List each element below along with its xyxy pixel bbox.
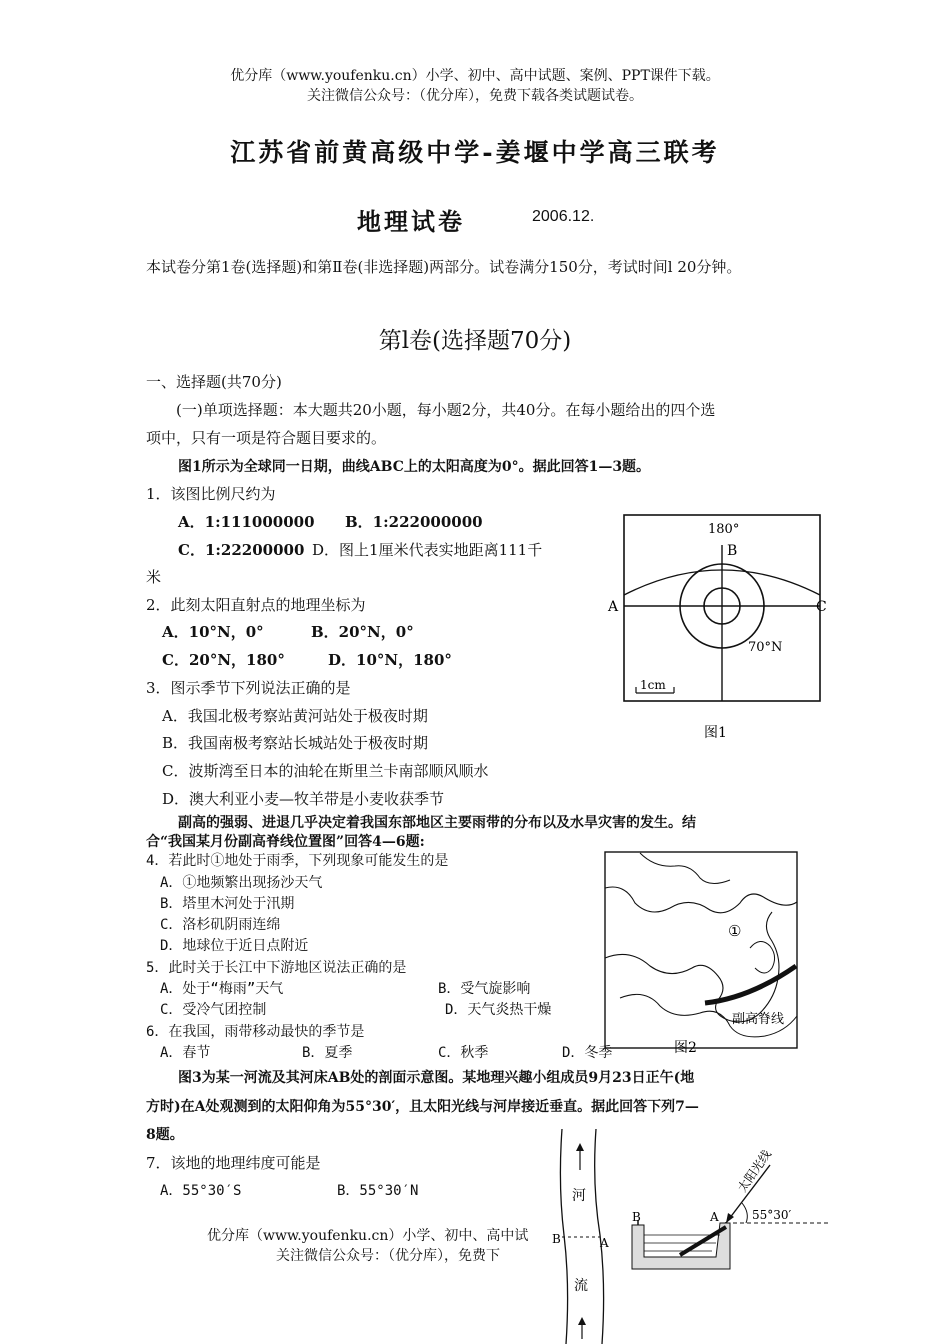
q5-option-c: C．受冷气团控制 [160, 1002, 267, 1018]
q1-stem: 1．该图比例尺约为 [146, 485, 276, 503]
q4-option-b: B．塔里木河处于汛期 [160, 896, 295, 912]
section-instruction-2: 项中，只有一项是符合题目要求的。 [146, 429, 387, 447]
q3-option-c: C．波斯湾至日本的油轮在斯里兰卡南部顺风顺水 [162, 762, 489, 780]
q1-option-d-continued: 米 [146, 568, 162, 586]
q2-option-a: A．10°N，0° [162, 623, 264, 641]
fig3-plan-a-label: A [600, 1236, 609, 1250]
q2-option-d: D．10°N，180° [328, 651, 452, 669]
q3-stem: 3．图示季节下列说法正确的是 [146, 679, 351, 697]
fig3-intro-2: 方时)在A处观测到的太阳仰角为55°30′，且太阳光线与河岸接近垂直。据此回答下列7— [146, 1099, 699, 1115]
fig2-ridge-label: 副高脊线 [732, 1012, 785, 1027]
fig1-caption: 图1 [704, 725, 727, 741]
fig3-intro-1: 图3为某一河流及其河床AB处的剖面示意图。某地理兴趣小组成员9月23日正午(地 [178, 1070, 695, 1086]
fig3-intro-3: 8题。 [146, 1127, 184, 1143]
figure-2 [600, 848, 805, 1060]
fig1-label-b: B [727, 543, 738, 559]
q4-stem: 4．若此时①地处于雨季，下列现象可能发生的是 [146, 853, 449, 869]
fig3-sunlight-label: 太阳光线 [734, 1147, 774, 1195]
header-line-2: 关注微信公众号：（优分库），免费下载各类试题试卷。 [307, 88, 643, 104]
fig2-intro-2: 合“我国某月份副高脊线位置图”回答4—6题: [146, 834, 425, 850]
section-heading: 一、选择题(共70分) [146, 373, 282, 391]
footer-line-1: 优分库（www.youfenku.cn）小学、初中、高中试 [207, 1228, 529, 1244]
fig3-river-bottom-label: 流 [574, 1278, 588, 1294]
q6-option-c: C．秋季 [438, 1045, 489, 1061]
q2-stem: 2．此刻太阳直射点的地理坐标为 [146, 596, 366, 614]
fig2-intro-1: 副高的强弱、进退几乎决定着我国东部地区主要雨带的分布以及水旱灾害的发生。结 [178, 815, 696, 831]
fig1-label-180: 180° [708, 522, 740, 537]
fig3-angle-label: 55°30′ [752, 1208, 792, 1222]
q4-option-a: A．①地频繁出现扬沙天气 [160, 875, 323, 891]
q6-stem: 6．在我国，雨带移动最快的季节是 [146, 1024, 365, 1040]
q5-option-b: B．受气旋影响 [438, 981, 531, 997]
fig2-marker-1: ① [728, 922, 742, 940]
q4-option-c: C．洛杉矶阴雨连绵 [160, 917, 281, 933]
q1-option-c: C．1:22200000 [178, 541, 305, 559]
q3-option-b: B．我国南极考察站长城站处于极夜时期 [162, 734, 429, 752]
fig1-intro: 图1所示为全球同一日期，曲线ABC上的太阳高度为0°。据此回答1—3题。 [178, 459, 651, 475]
q6-option-d: D．冬季 [562, 1045, 613, 1061]
q1-option-b: B．1:222000000 [345, 513, 483, 531]
q6-option-b: B．夏季 [302, 1045, 353, 1061]
q5-stem: 5．此时关于长江中下游地区说法正确的是 [146, 960, 407, 976]
exam-intro: 本试卷分第1卷(选择题)和第Ⅱ卷(非选择题)两部分。试卷满分150分，考试时间l 20分钟。 [146, 258, 742, 276]
q2-option-b: B．20°N，0° [311, 623, 414, 641]
fig1-scale-label: 1cm [640, 678, 666, 692]
fig1-label-a: A [608, 599, 619, 615]
q7-option-a: A．55°30′S [160, 1183, 242, 1199]
q6-option-a: A．春节 [160, 1045, 211, 1061]
exam-date: 2006.12. [532, 208, 595, 225]
header-line-1: 优分库（www.youfenku.cn）小学、初中、高中试题、案例、PPT课件下载。 [230, 68, 720, 84]
fig3-section-b-label: B [632, 1210, 641, 1224]
q5-option-a: A．处于“梅雨”天气 [160, 981, 284, 997]
q4-option-d: D．地球位于近日点附近 [160, 938, 309, 954]
q1-option-d: D．图上1厘米代表实地距离111千 [312, 541, 543, 559]
figure-3 [540, 1125, 830, 1344]
q3-option-d: D．澳大利亚小麦—牧羊带是小麦收获季节 [162, 790, 445, 808]
q3-option-a: A．我国北极考察站黄河站处于极夜时期 [162, 707, 428, 725]
fig3-section-a-label: A [710, 1210, 719, 1224]
footer-line-2: 关注微信公众号：（优分库），免费下 [276, 1248, 500, 1264]
q7-option-b: B．55°30′N [337, 1183, 419, 1199]
exam-title: 江苏省前黄高级中学-姜堰中学高三联考 [230, 138, 720, 167]
q5-option-d: D．天气炎热干燥 [445, 1002, 552, 1018]
part1-title: 第l卷(选择题70分) [378, 328, 572, 354]
q1-option-a: A．1:111000000 [178, 513, 315, 531]
fig1-label-70n: 70°N [748, 640, 783, 655]
fig3-river-top-label: 河 [572, 1188, 586, 1204]
q2-option-c: C．20°N，180° [162, 651, 285, 669]
figure-1 [600, 505, 840, 745]
fig2-caption: 图2 [674, 1040, 697, 1056]
q7-stem: 7．该地的地理纬度可能是 [146, 1154, 321, 1172]
fig1-label-c: C [816, 599, 827, 615]
fig3-plan-b-label: B [552, 1232, 561, 1246]
exam-subtitle: 地理试卷 [357, 207, 465, 236]
section-instruction-1: (一)单项选择题：本大题共20小题，每小题2分，共40分。在每小题给出的四个选 [176, 401, 716, 419]
